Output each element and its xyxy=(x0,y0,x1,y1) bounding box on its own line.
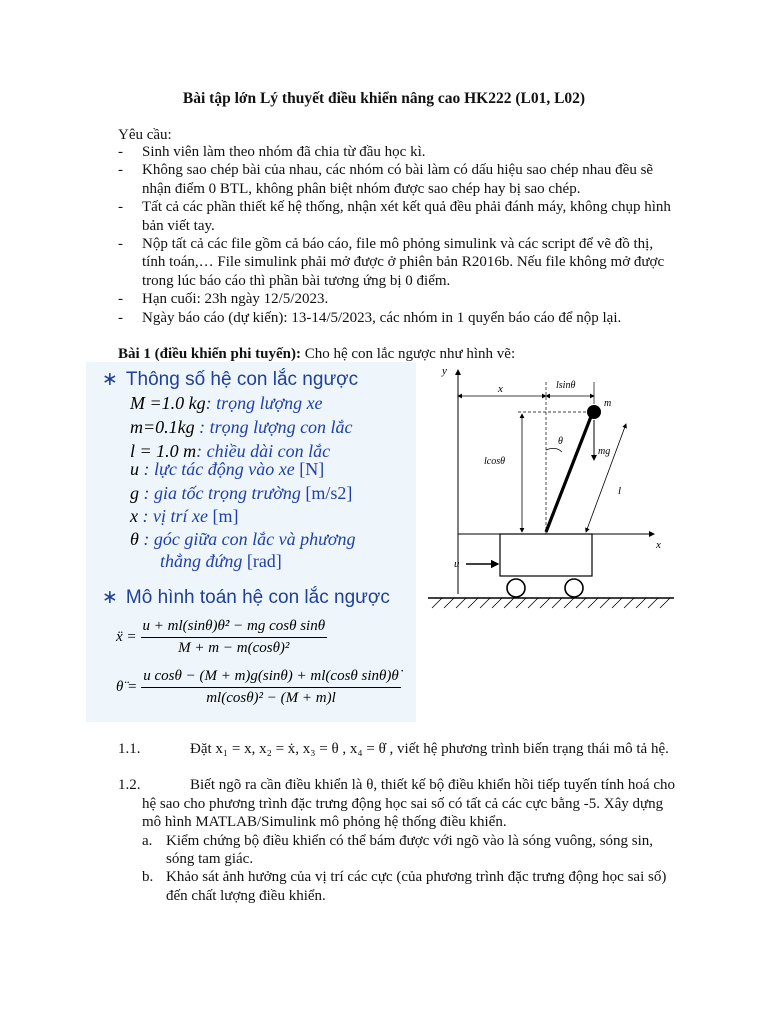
parameters-heading-text: Thông số hệ con lắc ngược xyxy=(125,369,359,390)
bullet: - xyxy=(118,144,123,160)
problem-1-label: Bài 1 (điều khiển phi tuyến): xyxy=(118,346,301,362)
list-item xyxy=(118,309,678,327)
requirement-text: Hạn cuối: 23h ngày 12/5/2023. xyxy=(142,291,329,308)
cart-wheel-right xyxy=(565,579,583,597)
star-icon: ∗ xyxy=(102,369,118,390)
param-symbol: m=0.1kg xyxy=(130,417,195,437)
theta-arc xyxy=(546,448,562,452)
lsin-label: lsinθ xyxy=(556,380,576,391)
param-desc: : góc giữa con lắc và phương xyxy=(138,529,356,549)
lcos-label: lcosθ xyxy=(484,456,506,467)
pendulum-figure xyxy=(86,362,678,722)
param-desc: : chiều dài con lắc xyxy=(196,441,331,461)
theta-label: θ xyxy=(558,436,563,447)
parameters-panel xyxy=(86,362,416,592)
equation-fraction xyxy=(141,668,401,707)
list-item xyxy=(118,235,678,290)
exercise-1-2 xyxy=(118,776,678,905)
sub-item-label: b. xyxy=(142,869,154,886)
list-item xyxy=(118,161,678,198)
parameters-heading xyxy=(102,368,358,391)
bullet: - xyxy=(118,291,123,308)
param-symbol: g xyxy=(130,483,139,503)
list-item xyxy=(118,290,678,308)
param-symbol: θ xyxy=(130,529,139,549)
pendulum-mass xyxy=(587,405,601,419)
param-desc: : trọng lượng xe xyxy=(205,393,323,413)
equation-denominator: M + m − m(cosθ)² xyxy=(178,640,290,656)
requirements-heading: Yêu cầu: xyxy=(118,127,172,143)
exercise-1-1 xyxy=(118,740,678,758)
equation-numerator: u cosθ − (M + m)g(sinθ) + ml(cosθ sinθ)θ̇ xyxy=(141,668,401,688)
param-symbol: x xyxy=(130,506,138,526)
equation-xddot xyxy=(116,618,327,657)
item-number: 1.1. xyxy=(118,741,141,757)
item-number: 1.2. xyxy=(118,777,141,794)
diagram-svg xyxy=(422,362,678,614)
cart-wheel-left xyxy=(507,579,525,597)
inverted-pendulum-diagram xyxy=(422,362,678,614)
param-row xyxy=(130,506,238,527)
requirement-text: Sinh viên làm theo nhóm đã chia từ đầu học kì. xyxy=(142,144,426,160)
sub-item xyxy=(142,832,678,869)
list-item xyxy=(118,198,678,235)
param-desc: : vị trí xe xyxy=(138,506,213,526)
x-axis-label: x xyxy=(656,539,661,551)
param-unit: [rad] xyxy=(246,551,282,571)
param-row xyxy=(130,459,324,480)
problem-1-intro xyxy=(118,346,515,363)
requirements-list xyxy=(118,143,678,327)
mg-label: mg xyxy=(598,446,611,457)
requirement-text: Không sao chép bài của nhau, các nhóm có bài làm có dấu hiệu sao chép nhau đều sẽ nhận điểm 0 BTL, không phân biệt nhóm được sao chép hay bị sao chép. xyxy=(142,162,654,197)
param-unit: [N] xyxy=(299,459,325,479)
equation-lhs: θ̈ = xyxy=(116,679,138,695)
page-title: Bài tập lớn Lý thuyết điều khiển nâng cao HK222 (L01, L02) xyxy=(182,90,586,107)
pendulum-rod xyxy=(546,414,592,532)
param-row xyxy=(160,551,282,572)
equation-numerator: u + ml(sinθ)θ̇² − mg cosθ sinθ xyxy=(141,618,328,638)
x-dimension-label: x xyxy=(498,383,503,395)
y-axis-label: y xyxy=(442,365,447,377)
sub-list xyxy=(142,832,678,906)
requirement-text: Tất cả các phần thiết kế hệ thống, nhận xét kết quả đều phải đánh máy, không chụp hình bản viết tay. xyxy=(142,199,671,234)
param-desc: thẳng đứng xyxy=(160,551,247,571)
bullet: - xyxy=(118,309,123,326)
list-item xyxy=(118,143,678,161)
param-row xyxy=(130,417,353,438)
bullet: - xyxy=(118,199,123,216)
equation-denominator: ml(cosθ)² − (M + m)l xyxy=(206,690,336,706)
param-row xyxy=(130,483,352,504)
force-label: u xyxy=(454,558,460,570)
exercise-items xyxy=(118,740,678,923)
problem-1-text: Cho hệ con lắc ngược như hình vẽ: xyxy=(300,346,516,362)
cart-body xyxy=(500,534,592,576)
equation-thetaddot xyxy=(116,668,401,707)
param-unit: [m/s2] xyxy=(305,483,353,503)
requirement-text: Ngày báo cáo (dự kiến): 13-14/5/2023, các nhóm in 1 quyển báo cáo để nộp lại. xyxy=(142,309,622,326)
requirement-text: Nộp tất cả các file gồm cả báo cáo, file mô phỏng simulink và các script để vẽ đồ thị, tính toán,… File simulink phải mở được ở phiên bản R2016b. Nếu file không mở được trong lúc báo cáo thì phần bài tương ứng bị 0 điểm. xyxy=(142,236,665,289)
star-icon: ∗ xyxy=(102,587,118,608)
l-label: l xyxy=(618,485,622,497)
model-heading xyxy=(102,586,390,609)
sub-item-text: Kiểm chứng bộ điều khiển có thể bám được với ngõ vào là sóng vuông, sóng sin, sóng tam giác. xyxy=(166,832,654,868)
model-heading-text: Mô hình toán hệ con lắc ngược xyxy=(125,587,390,608)
param-desc: : lực tác động vào xe xyxy=(139,459,300,479)
item-text: Đặt x₁ = x, x₂ = ẋ, x₃ = θ , x₄ = θ̇ , viết hệ phương trình biến trạng thái mô tả hệ. xyxy=(190,741,669,757)
l-dimension-line xyxy=(586,424,626,532)
sub-item-label: a. xyxy=(142,832,153,849)
equation-fraction xyxy=(141,618,328,657)
equation-lhs: ẍ = xyxy=(116,629,137,645)
param-symbol: M =1.0 kg xyxy=(130,393,206,413)
param-row xyxy=(130,529,356,550)
ground-hatch xyxy=(432,598,670,608)
sub-item xyxy=(142,868,678,905)
bullet: - xyxy=(118,236,123,253)
param-unit: [m] xyxy=(212,506,239,526)
param-desc: : trọng lượng con lắc xyxy=(194,417,353,437)
param-symbol: u xyxy=(130,459,139,479)
param-desc: : gia tốc trọng trường xyxy=(139,483,306,503)
bullet: - xyxy=(118,162,123,179)
sub-item-text: Khảo sát ảnh hưởng của vị trí các cực (của phương trình đặc trưng động học sai số) đến chất lượng điều khiển. xyxy=(166,869,667,904)
param-symbol: l = 1.0 m xyxy=(130,441,197,461)
mass-label: m xyxy=(604,398,612,409)
item-text: Biết ngõ ra cần điều khiển là θ, thiết kế bộ điều khiển hồi tiếp tuyến tính hoá cho hệ sao cho phương trình đặc trưng động học sai số có tất cả các cực bằng -5. Xây dựng mô hình MATLAB/Simulink mô phỏng hệ thống điều khiển. xyxy=(142,777,675,831)
param-row xyxy=(130,393,323,414)
